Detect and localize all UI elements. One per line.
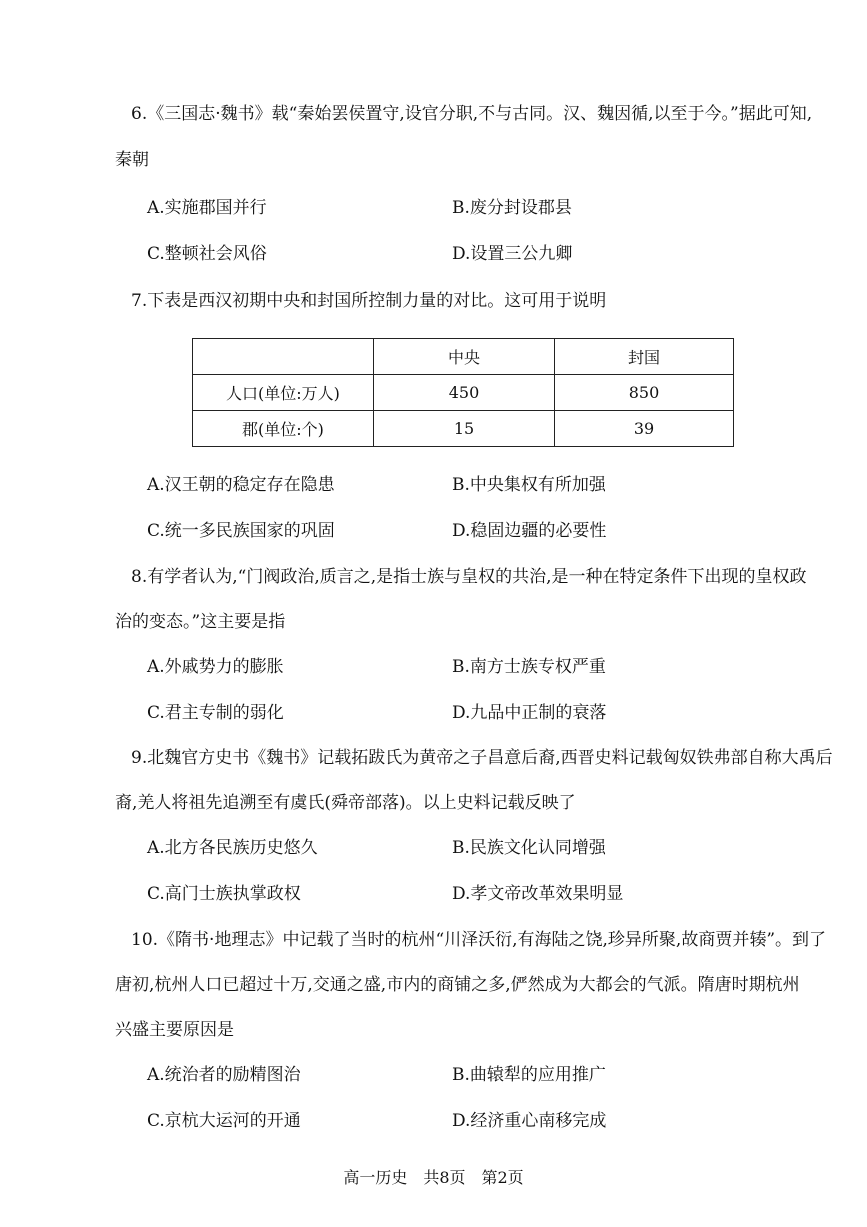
question-6-stem-line-1: 6.《三国志·魏书》载“秦始罢侯置守,设官分职,不与古同。汉、魏因循,以至于今。”据此可知, xyxy=(131,104,813,124)
question-7-option-a: A.汉王朝的稳定存在隐患 xyxy=(147,475,335,495)
question-7-option-d: D.稳固边疆的必要性 xyxy=(452,521,607,541)
question-10-option-b: B.曲辕犁的应用推广 xyxy=(452,1065,606,1085)
question-7-option-b: B.中央集权有所加强 xyxy=(452,475,606,495)
data-table xyxy=(192,338,734,447)
table-cell: 15 xyxy=(374,411,555,447)
question-8-stem-line-2: 治的变态。”这主要是指 xyxy=(115,612,286,632)
table-header-cell: 中央 xyxy=(374,339,555,375)
table-header-row xyxy=(193,339,734,375)
question-10-stem-line-2: 唐初,杭州人口已超过十万,交通之盛,市内的商铺之多,俨然成为大都会的气派。隋唐时期杭州 xyxy=(115,975,800,995)
question-9-option-b: B.民族文化认同增强 xyxy=(452,838,606,858)
question-6-option-a: A.实施郡国并行 xyxy=(147,198,267,218)
question-7-option-c: C.统一多民族国家的巩固 xyxy=(147,521,335,541)
question-8-option-b: B.南方士族专权严重 xyxy=(452,657,606,677)
table-header-cell: 封国 xyxy=(555,339,734,375)
question-6-stem-line-2: 秦朝 xyxy=(115,150,149,170)
question-8-option-a: A.外戚势力的膨胀 xyxy=(147,657,284,677)
question-9-option-d: D.孝文帝改革效果明显 xyxy=(452,884,624,904)
question-8-option-c: C.君主专制的弱化 xyxy=(147,703,284,723)
table-row xyxy=(193,375,734,411)
table-cell: 850 xyxy=(555,375,734,411)
table-header-cell xyxy=(193,339,374,375)
question-10-option-c: C.京杭大运河的开通 xyxy=(147,1111,301,1131)
question-8-stem-line-1: 8.有学者认为,“门阀政治,质言之,是指士族与皇权的共治,是一种在特定条件下出现的皇权政 xyxy=(131,567,807,587)
table-cell: 郡(单位:个) xyxy=(193,411,374,447)
question-10-option-d: D.经济重心南移完成 xyxy=(452,1111,607,1131)
table-cell: 39 xyxy=(555,411,734,447)
question-7-stem-line-1: 7.下表是西汉初期中央和封国所控制力量的对比。这可用于说明 xyxy=(131,291,607,311)
table-cell: 450 xyxy=(374,375,555,411)
question-8-option-d: D.九品中正制的衰落 xyxy=(452,703,607,723)
question-9-option-a: A.北方各民族历史悠久 xyxy=(147,838,318,858)
question-6-option-d: D.设置三公九卿 xyxy=(452,244,573,264)
question-10-stem-line-1: 10.《隋书·地理志》中记载了当时的杭州“川泽沃衍,有海陆之饶,珍异所聚,故商贾并辏”。到了 xyxy=(131,930,827,950)
table-row xyxy=(193,411,734,447)
table-cell: 人口(单位:万人) xyxy=(193,375,374,411)
question-9-option-c: C.高门士族执掌政权 xyxy=(147,884,301,904)
question-10-option-a: A.统治者的励精图治 xyxy=(147,1065,301,1085)
question-6-option-c: C.整顿社会风俗 xyxy=(147,244,267,264)
question-10-stem-line-3: 兴盛主要原因是 xyxy=(115,1020,234,1040)
question-9-stem-line-1: 9.北魏官方史书《魏书》记载拓跋氏为黄帝之子昌意后裔,西晋史料记载匈奴铁弗部自称大禹后 xyxy=(131,748,833,768)
question-6-option-b: B.废分封设郡县 xyxy=(452,198,572,218)
page-footer: 高一历史 共8页 第2页 xyxy=(343,1168,524,1187)
question-9-stem-line-2: 裔,羌人将祖先追溯至有虞氏(舜帝部落)。以上史料记载反映了 xyxy=(115,793,576,813)
